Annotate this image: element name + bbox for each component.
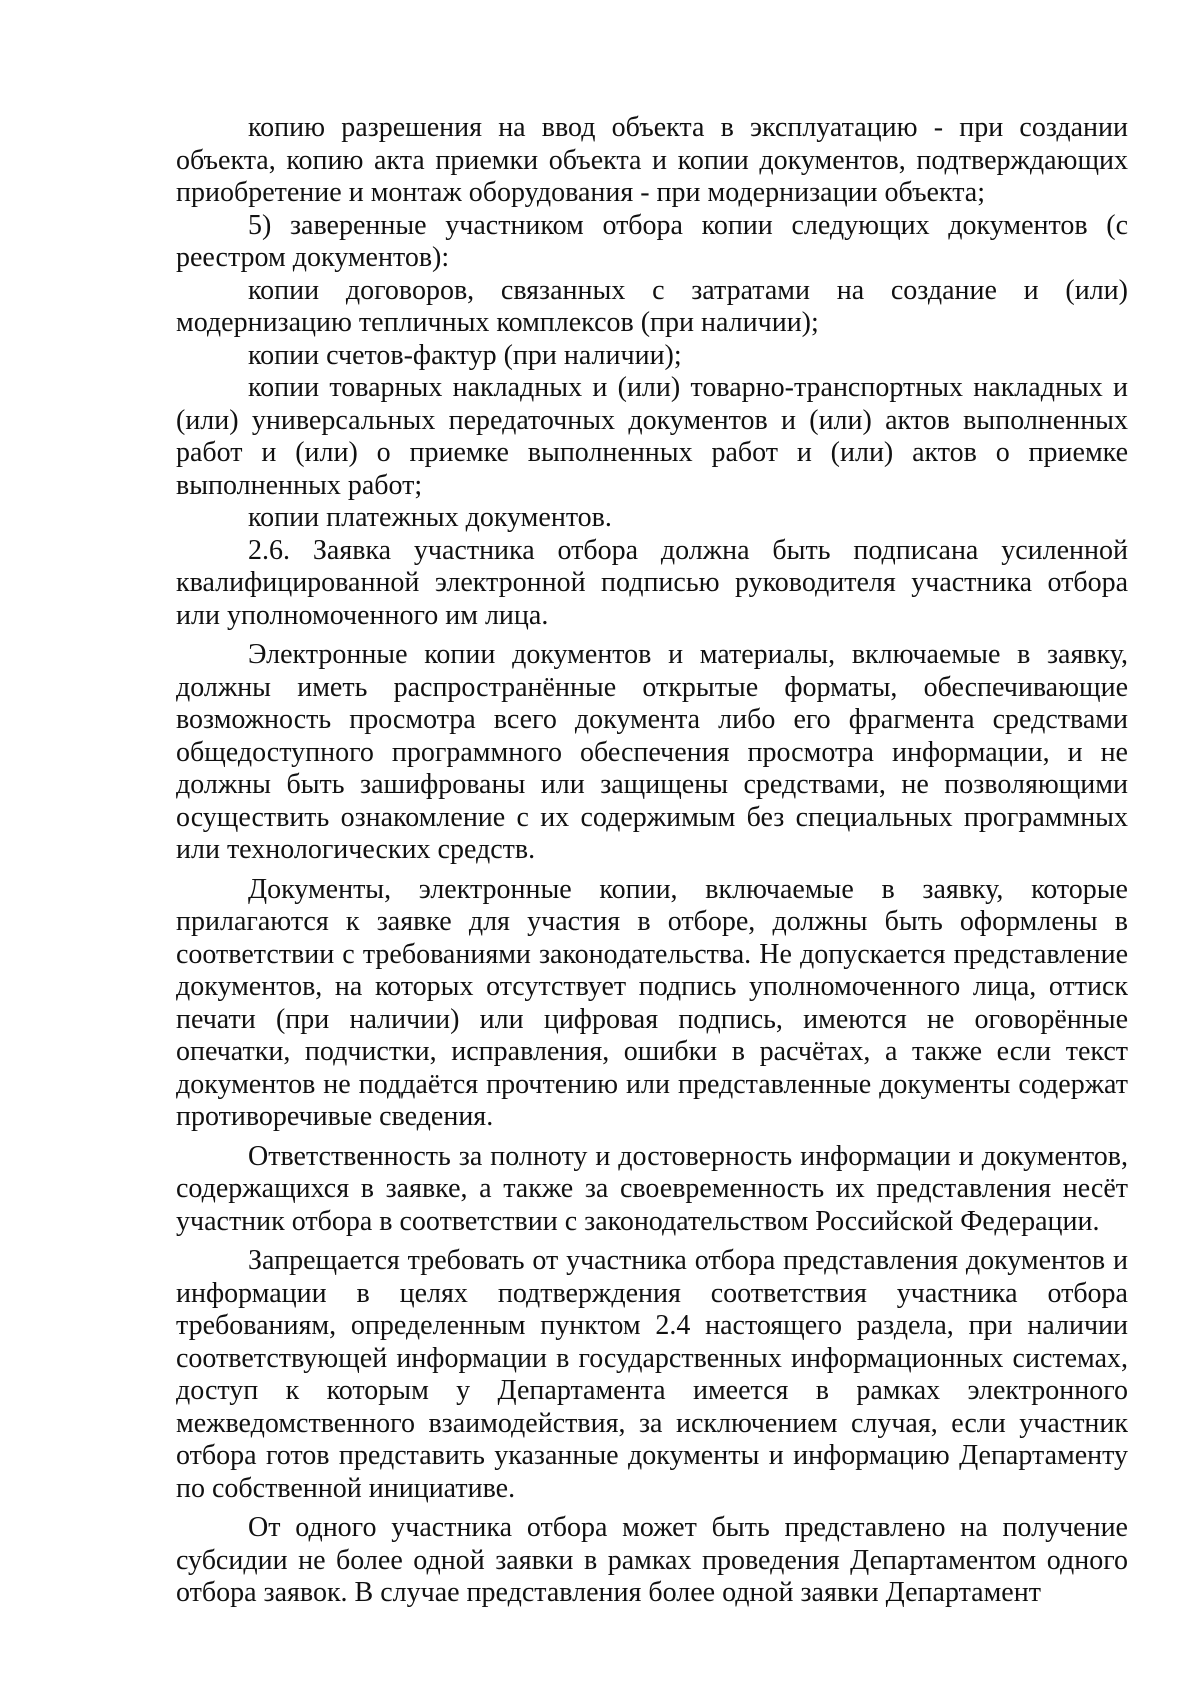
document-page (176, 112, 1128, 1610)
paragraph-document-requirements: Документы, электронные копии, включаемые в заявку, которые прилагаются к заявке для участия в отборе, должны быть оформлены в соответствии с требованиями законодательства. Не допускается представление документов, на которых отсутствует подпись уполномоченного лица, оттиск печати (при наличии) или цифровая подпись, имеются не оговорённые опечатки, подчистки, исправления, ошибки в расчётах, а также если текст документов не поддаётся прочтению или представленные документы содержат противоречивые сведения. (176, 873, 1128, 1132)
paragraph-payment-copies: копии платежных документов. (248, 502, 612, 533)
paragraph-invoice-copies: копии счетов-фактур (при наличии); (248, 339, 682, 371)
paragraph-single-application: От одного участника отбора может быть представлено на получение субсидии не более одной заявки в рамках проведения Департаментом одного отбора заявок. В случае представления более одной заявки Департамент (176, 1512, 1128, 1608)
paragraph-certified-copies: 5) заверенные участником отбора копии следующих документов (с реестром документов): (176, 209, 1128, 273)
paragraph-permit-copy: копию разрешения на ввод объекта в эксплуатацию - при создании объекта, копию акта приемки объекта и копии документов, подтверждающих приобретение и монтаж оборудования - при модернизации объекта; (176, 112, 1128, 208)
paragraph-electronic-formats: Электронные копии документов и материалы, включаемые в заявку, должны иметь распространённые открытые форматы, обеспечивающие возможность просмотра всего документа либо его фрагмента средствами общедоступного программного обеспечения просмотра информации, и не должны быть зашифрованы или защищены средствами, не позволяющими осуществить ознакомление с их содержимым без специальных программных или технологических средств. (176, 639, 1128, 865)
paragraph-contract-copies: копии договоров, связанных с затратами на создание и (или) модернизацию тепличных комплексов (при наличии); (176, 274, 1128, 338)
paragraph-waybill-copies: копии товарных накладных и (или) товарно-транспортных накладных и (или) универсальных передаточных документов и (или) актов выполненных работ и (или) о приемке выполненных работ и (или) актов о приемке выполненных работ; (176, 372, 1128, 501)
paragraph-responsibility: Ответственность за полноту и достоверность информации и документов, содержащихся в заявке, а также за своевременность их представления несёт участник отбора в соответствии с законодательством Российской Федерации. (176, 1140, 1128, 1237)
paragraph-signature-requirement: 2.6. Заявка участника отбора должна быть подписана усиленной квалифицированной электронной подписью руководителя участника отбора или уполномоченного им лица. (176, 534, 1128, 631)
paragraph-prohibition: Запрещается требовать от участника отбора представления документов и информации в целях подтверждения соответствия участника отбора требованиям, определенным пунктом 2.4 настоящего раздела, при наличии соответствующей информации в государственных информационных системах, доступ к которым у Департамента имеется в рамках электронного межведомственного взаимодействия, за исключением случая, если участник отбора готов представить указанные документы и информацию Департаменту по собственной инициативе. (176, 1245, 1128, 1504)
